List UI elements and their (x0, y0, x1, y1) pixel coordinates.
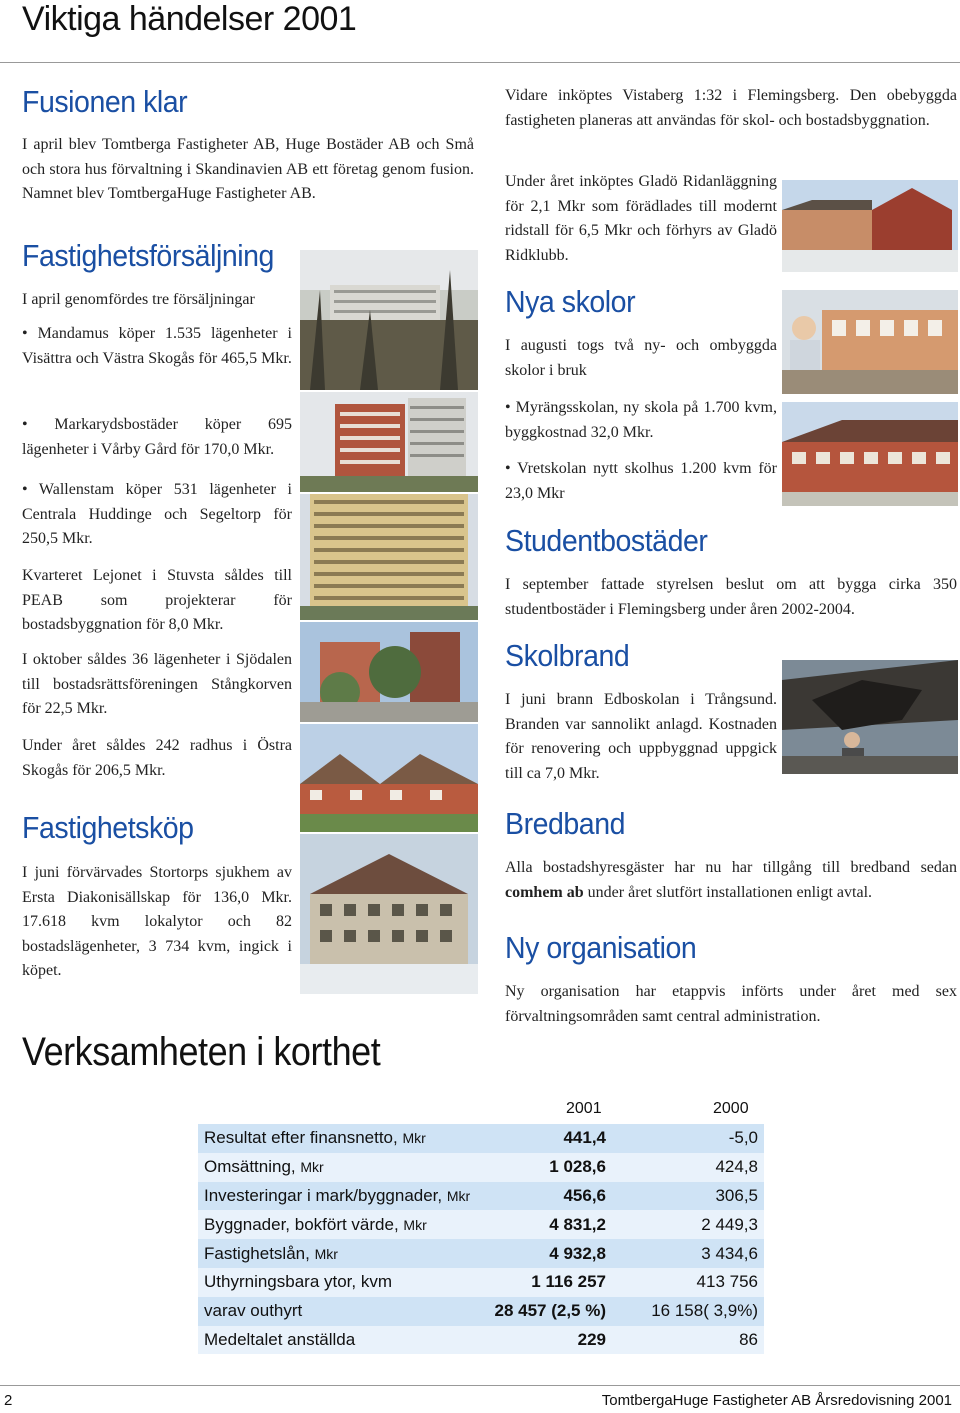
row-label: Medeltalet anställda (198, 1326, 480, 1355)
value-2001: 456,6 (480, 1182, 612, 1211)
table-row (198, 1153, 764, 1182)
value-2000: -5,0 (612, 1124, 764, 1153)
table-row (198, 1297, 764, 1326)
title-divider (0, 62, 960, 63)
page-title: Viktiga händelser 2001 (22, 0, 357, 38)
sales-heading: Fastighetsförsäljning (22, 238, 274, 273)
value-2000: 16 158( 3,9%) (612, 1297, 764, 1326)
photo-hospital (300, 834, 478, 994)
col-2000: 2000 (713, 1100, 749, 1117)
photo-tall-block (300, 494, 478, 620)
sales-bullet: • Markarydsbostäder köper 695 lägenheter i Vårby Gård för 170,0 Mkr. (22, 413, 292, 462)
value-2000: 86 (612, 1326, 764, 1355)
sales-bullet: • Mandamus köper 1.535 lägenheter i Visättra och Västra Skogås för 465,5 Mkr. (22, 322, 292, 371)
building-photo-icon (782, 402, 958, 506)
table-row (198, 1182, 764, 1211)
photo-school-woman (782, 290, 958, 394)
fusion-text: I april blev Tomtberga Fastigheter AB, Huge Bostäder AB och Små och stora hus förvaltning i Skandinavien AB ett företag genom fusion. Namnet blev TomtbergaHuge Fastigheter AB. (22, 136, 474, 202)
building-photo-icon (300, 724, 478, 832)
value-2000: 413 756 (612, 1268, 764, 1297)
purchase-text: I juni förvärvades Stortorps sjukhem av Ersta Diakonisällskap för 136,0 Mkr. 17.618 kvm lokalytor och 82 bostadslägenheter, 3 734 kvm, ingick i köpet. (22, 864, 292, 979)
students-heading: Studentbostäder (505, 523, 708, 558)
table-row (198, 1326, 764, 1355)
building-photo-icon (782, 660, 958, 774)
building-photo-icon (300, 622, 478, 722)
schools-heading: Nya skolor (505, 284, 636, 319)
value-2001: 4 831,2 (480, 1210, 612, 1239)
value-2001: 1 028,6 (480, 1153, 612, 1182)
org-heading: Ny organisation (505, 930, 697, 965)
value-2001: 28 457 (2,5 %) (480, 1297, 612, 1326)
row-label: Uthyrningsbara ytor, kvm (198, 1268, 480, 1297)
row-label: Byggnader, bokfört värde, Mkr (198, 1210, 480, 1239)
fire-heading: Skolbrand (505, 638, 630, 673)
broadband-text-b: under året slutfört installationen enligt avtal. (583, 883, 873, 901)
fusion-heading: Fusionen klar (22, 84, 188, 119)
sales-lejonet: Kvarteret Lejonet i Stuvsta såldes till PEAB som projekterar för bostadsbyggnation för 8,0 Mkr. (22, 567, 292, 633)
value-2001: 4 932,8 (480, 1239, 612, 1268)
fire-text: I juni brann Edboskolan i Trångsund. Branden var sannolikt anlagd. Kostnaden för renovering och uppbyggnad uppgick till ca 7,0 Mkr. (505, 691, 777, 782)
broadband-heading: Bredband (505, 806, 626, 841)
glado-text: Under året inköptes Gladö Ridanläggning för 2,1 Mkr som förädlades till modernt ridstall för 6,5 Mkr och förhyrs av Gladö Ridklubb. (505, 173, 777, 264)
value-2001: 1 116 257 (480, 1268, 612, 1297)
footer-publication: TomtbergaHuge Fastigheter AB Årsredovisning 2001 (601, 1392, 952, 1409)
vistaberg-text: Vidare inköptes Vistaberg 1:32 i Flemingsberg. Den obebyggda fastigheten planeras att användas för skol- och bostadsbyggnation. (505, 87, 957, 129)
summary-heading: Verksamheten i korthet (22, 1030, 381, 1074)
broadband-text (505, 856, 957, 905)
students-text: I september fattade styrelsen beslut om att bygga cirka 350 studentbostäder i Flemingsberg under åren 2002-2004. (505, 576, 957, 618)
building-photo-icon (300, 392, 478, 492)
broadband-brand: comhem ab (505, 883, 584, 901)
photo-street-trees (300, 622, 478, 722)
page-number: 2 (4, 1392, 13, 1409)
sales-intro: I april genomfördes tre försäljningar (22, 291, 255, 308)
org-text: Ny organisation har etappvis införts under året med sex förvaltningsområden samt central administration. (505, 983, 957, 1025)
photo-red-apartments (300, 392, 478, 492)
value-2001: 441,4 (480, 1124, 612, 1153)
photo-burnt-school (782, 660, 958, 774)
row-label: Investeringar i mark/byggnader, Mkr (198, 1182, 480, 1211)
table-row (198, 1124, 764, 1153)
value-2000: 2 449,3 (612, 1210, 764, 1239)
photo-highrise-forest (300, 250, 478, 390)
summary-table (198, 1124, 764, 1354)
value-2000: 306,5 (612, 1182, 764, 1211)
row-label: Omsättning, Mkr (198, 1153, 480, 1182)
value-2000: 3 434,6 (612, 1239, 764, 1268)
table-row (198, 1239, 764, 1268)
sales-sjodalen: I oktober såldes 36 lägenheter i Sjödalen till bostadsrättsföreningen Stångkorven för 22,5 Mkr. (22, 651, 292, 717)
schools-bullet: • Myrängsskolan, ny skola på 1.700 kvm, byggkostnad 32,0 Mkr. (505, 396, 777, 445)
row-label: Resultat efter finansnetto, Mkr (198, 1124, 480, 1153)
footer-divider (0, 1385, 960, 1386)
sales-radhus: Under året såldes 242 radhus i Östra Skogås för 206,5 Mkr. (22, 737, 292, 779)
row-label: varav outhyrt (198, 1297, 480, 1326)
building-photo-icon (782, 290, 958, 394)
purchase-heading: Fastighetsköp (22, 810, 194, 845)
table-row (198, 1268, 764, 1297)
value-2001: 229 (480, 1326, 612, 1355)
photo-rowhouses (300, 724, 478, 832)
building-photo-icon (300, 834, 478, 994)
schools-bullet: • Vretskolan nytt skolhus 1.200 kvm för 23,0 Mkr (505, 457, 777, 506)
col-2001: 2001 (566, 1100, 602, 1117)
building-photo-icon (782, 180, 958, 272)
photo-brick-school (782, 402, 958, 506)
photo-stable (782, 180, 958, 272)
sales-bullet: • Wallenstam köper 531 lägenheter i Centrala Huddinge och Segeltorp för 250,5 Mkr. (22, 478, 292, 552)
row-label: Fastighetslån, Mkr (198, 1239, 480, 1268)
broadband-text-a: Alla bostadshyresgäster har nu har tillgång till bredband sedan (505, 859, 957, 876)
building-photo-icon (300, 250, 478, 390)
value-2000: 424,8 (612, 1153, 764, 1182)
building-photo-icon (300, 494, 478, 620)
table-row (198, 1210, 764, 1239)
schools-intro: I augusti togs två ny- och ombyggda skolor i bruk (505, 337, 777, 379)
